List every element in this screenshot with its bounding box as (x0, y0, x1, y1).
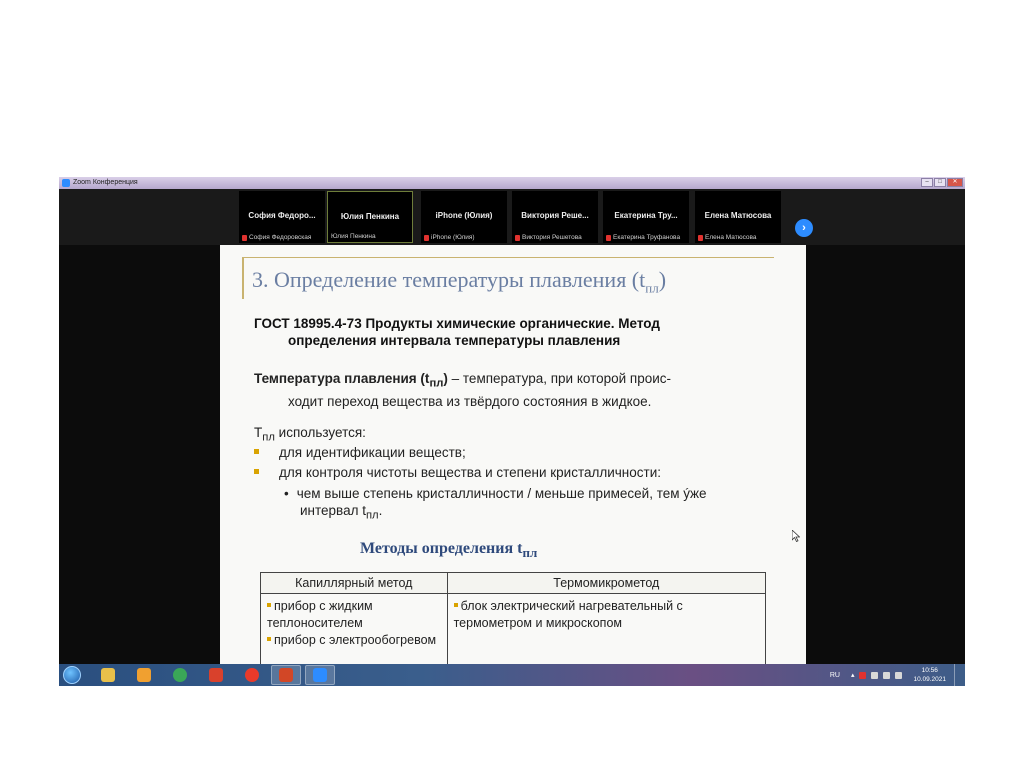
participant-tile[interactable] (695, 191, 781, 243)
tray-overflow-icon[interactable]: ▴ (850, 672, 855, 679)
mic-muted-icon (424, 235, 429, 241)
app-icon (209, 668, 223, 682)
taskbar-app-explorer[interactable] (93, 665, 123, 685)
table-cell: прибор с жидким теплоносителем прибор с электрообогревом (261, 594, 448, 665)
slide-accent-line (244, 257, 774, 258)
close-button[interactable]: ✕ (947, 178, 963, 187)
taskbar-app-zoom[interactable] (305, 665, 335, 685)
table-row (261, 594, 766, 665)
taskbar-app-red[interactable] (201, 665, 231, 685)
list-item: для контроля чистоты вещества и степени кристалличности: (254, 465, 661, 480)
list-item: для идентификации веществ; (254, 445, 466, 460)
zoom-title-bar (59, 177, 965, 189)
network-icon[interactable] (871, 672, 878, 679)
action-center-flag-icon[interactable] (859, 672, 866, 679)
participant-label: Елена Матюсова (698, 234, 757, 241)
mouse-cursor-icon (792, 530, 800, 542)
participant-label: Екатерина Труфанова (606, 234, 680, 241)
start-button[interactable] (63, 666, 81, 684)
mic-muted-icon (606, 235, 611, 241)
usage-heading: $Т_{пл}$ используется: (254, 425, 366, 444)
window-title: Zoom Конференция (73, 179, 138, 186)
taskbar-app-yandex[interactable] (237, 665, 267, 685)
participant-name: Виктория Реше... (521, 211, 589, 220)
minimize-button[interactable]: – (921, 178, 933, 187)
participant-label: Виктория Решетова (515, 234, 582, 241)
slide-title: 3. Определение температуры плавления $(t_{пл})$ (252, 267, 667, 296)
taskbar-app-powerpoint[interactable] (271, 665, 301, 685)
system-tray (830, 664, 965, 686)
participant-tile[interactable] (603, 191, 689, 243)
bullet-icon (454, 603, 458, 607)
media-player-icon (137, 668, 151, 682)
chrome-icon (173, 668, 187, 682)
taskbar-app-chrome[interactable] (165, 665, 195, 685)
zoom-app-icon (62, 179, 70, 187)
participant-strip (59, 189, 965, 245)
battery-icon[interactable] (883, 672, 890, 679)
bullet-icon (254, 469, 259, 474)
powerpoint-icon (279, 668, 293, 682)
yandex-browser-icon (245, 668, 259, 682)
volume-icon[interactable] (895, 672, 902, 679)
screen-capture (59, 177, 965, 686)
methods-table (260, 572, 766, 664)
participant-name: Екатерина Тру... (614, 211, 678, 220)
table-header: Термомикрометод (447, 573, 765, 594)
zoom-icon (313, 668, 327, 682)
windows-taskbar (59, 664, 965, 686)
shared-slide (220, 245, 806, 664)
participant-name: София Федоро... (248, 211, 316, 220)
participant-label: Юлия Пенкина (331, 233, 376, 240)
participant-name: Юлия Пенкина (340, 212, 400, 221)
participant-tile[interactable] (239, 191, 325, 243)
participant-tile-active[interactable] (327, 191, 413, 243)
maximize-button[interactable]: □ (934, 178, 946, 187)
bullet-icon (267, 637, 271, 641)
language-indicator[interactable]: RU (829, 671, 840, 679)
methods-title: Методы определения $t_{пл}$ (360, 540, 538, 561)
melting-point-definition: Температура плавления $(t_{пл})$ – температура, при которой проис- ходит переход вещества из твёрдого состояния в жидкое. (254, 371, 672, 409)
mic-muted-icon (698, 235, 703, 241)
participant-tile[interactable] (421, 191, 507, 243)
mic-muted-icon (515, 235, 520, 241)
clock-time: 10:56 (921, 667, 938, 674)
gost-heading: ГОСТ 18995.4-73 Продукты химические органические. Метод определения интервала температуры плавления (254, 316, 660, 348)
bullet-icon (254, 449, 259, 454)
table-cell: блок электрический нагревательный с термометром и микроскопом (447, 594, 765, 665)
participant-label: София Федоровская (242, 234, 311, 241)
mic-muted-icon (242, 235, 247, 241)
bullet-icon (267, 603, 271, 607)
next-participants-button[interactable]: › (795, 219, 813, 237)
participant-tile[interactable] (512, 191, 598, 243)
show-desktop-button[interactable] (954, 664, 961, 686)
window-controls (921, 178, 963, 187)
sub-list-item: • чем выше степень кристалличности / меньше примесей, тем ýже интервал $t_{пл}$. (284, 486, 707, 522)
clock-date: 10.09.2021 (913, 676, 946, 683)
clock[interactable] (913, 666, 946, 684)
participant-name: iPhone (Юлия) (435, 211, 493, 220)
participant-name: Елена Матюсова (704, 211, 772, 220)
folder-icon (101, 668, 115, 682)
taskbar-app-media-player[interactable] (129, 665, 159, 685)
slide-accent-bar (242, 257, 244, 299)
participant-label: iPhone (Юлия) (424, 234, 475, 241)
table-header: Капиллярный метод (261, 573, 448, 594)
